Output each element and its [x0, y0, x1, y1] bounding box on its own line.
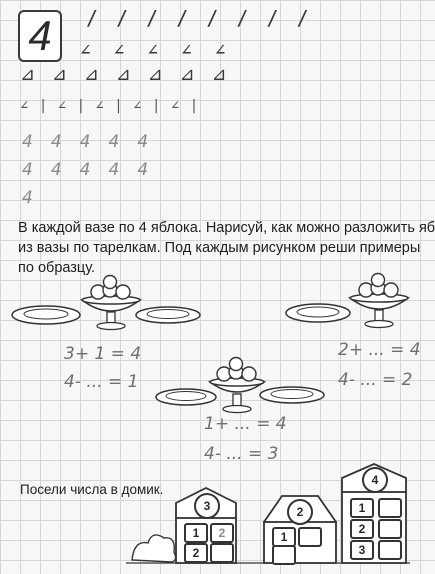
- house-1-cell[interactable]: 1: [184, 523, 208, 543]
- example-center-1: 1+ ... = 4: [204, 414, 287, 434]
- house-1-cell[interactable]: 2: [184, 543, 208, 563]
- house-3-cell[interactable]: 1: [350, 498, 374, 518]
- example-right-1: 2+ ... = 4: [338, 340, 421, 360]
- example-left-1: 3+ 1 = 4: [64, 344, 142, 364]
- fruit-bowl-center: [210, 358, 264, 413]
- example-right-2: 4- ... = 2: [338, 370, 413, 390]
- house-2-roof-number: 2: [287, 499, 313, 525]
- stroke-row-slashes: / / / / / / / /: [86, 6, 312, 30]
- house-1-cell[interactable]: [210, 543, 234, 563]
- house-2-cell[interactable]: [298, 527, 322, 547]
- stroke-row-zigzags: ⊿ ⊿ ⊿ ⊿ ⊿ ⊿ ⊿: [20, 64, 230, 85]
- houses-caption: Посели числа в домик.: [20, 482, 164, 497]
- practice-four: 4: [50, 160, 62, 180]
- practice-four: 4: [108, 132, 120, 152]
- practice-four: 4: [50, 132, 62, 152]
- practice-four: 4: [108, 160, 120, 180]
- plate-left-2: [136, 307, 200, 323]
- house-3-cell[interactable]: 2: [350, 519, 374, 539]
- example-center-2: 4- ... = 3: [204, 444, 279, 464]
- house-2-cell[interactable]: [272, 545, 296, 565]
- task-line: по образцу.: [18, 260, 96, 276]
- stroke-row-angle-bars: ∠ | ∠ | ∠ | ∠ | ∠ |: [20, 98, 200, 114]
- example-left-2: 4- ... = 1: [64, 372, 139, 392]
- practice-four: 4: [79, 132, 91, 152]
- house-3-cell[interactable]: [378, 540, 402, 560]
- practice-four: 4: [22, 132, 33, 152]
- plate-center-2: [260, 387, 324, 403]
- fruit-bowl-right: [350, 274, 408, 328]
- stroke-row-angles: ∠ ∠ ∠ ∠ ∠: [80, 40, 232, 61]
- plate-center-1: [156, 389, 216, 405]
- practice-four: 4: [137, 160, 149, 180]
- house-3-cell[interactable]: 3: [350, 540, 374, 560]
- practice-four: 4: [22, 188, 33, 208]
- house-2-cell[interactable]: 1: [272, 527, 296, 547]
- plate-left-1: [12, 306, 80, 324]
- house-3-cell[interactable]: [378, 498, 402, 518]
- house-1-roof-number: 3: [194, 493, 220, 519]
- task-line: из вазы по тарелкам. Под каждым рисунком реши примеры: [18, 240, 421, 256]
- house-1-cell[interactable]: 2: [210, 523, 234, 543]
- house-3-cell[interactable]: [378, 519, 402, 539]
- task-line: В каждой вазе по 4 яблока. Нарисуй, как можно разложить яб: [18, 220, 435, 236]
- practice-four: 4: [22, 160, 33, 180]
- fruit-bowl-left: [82, 276, 140, 330]
- practice-four: 4: [137, 132, 149, 152]
- digit-label: 4: [28, 12, 52, 59]
- house-3-roof-number: 4: [362, 467, 388, 493]
- practice-four: 4: [79, 160, 91, 180]
- plate-right-1: [286, 304, 350, 322]
